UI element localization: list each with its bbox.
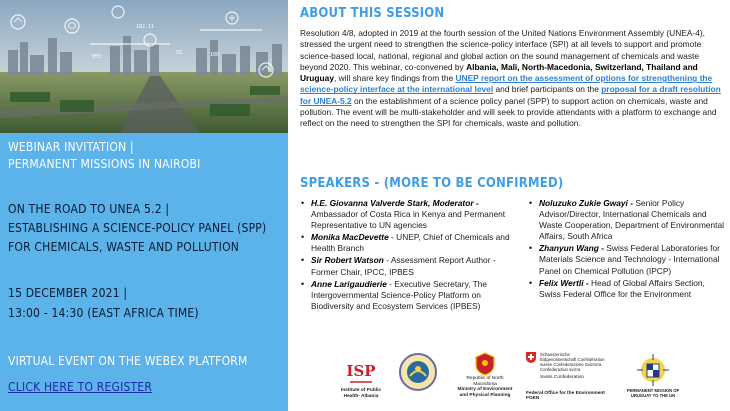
speaker-item: [300, 255, 510, 277]
speaker-name: Noluzuko Zukie Gwayi -: [539, 198, 633, 208]
draft-resolution-link[interactable]: proposal for a draft resolution for UNEA-5.2: [300, 84, 721, 106]
speaker-name: Sir Robert Watson: [311, 255, 384, 266]
event-title: [8, 200, 288, 257]
speaker-item: [300, 232, 510, 254]
speaker-role: Senior Policy Advisor/Director, International Chemicals and Waste Cooperation, Department of Environmental Affairs, South Africa: [539, 198, 724, 242]
speaker-item: [300, 279, 510, 312]
speaker-role: - Executive Secretary, The Intergovernmental Science-Policy Platform on Biodiversity and Ecosystem Services (IPBES): [311, 278, 488, 311]
speaker-name: Anne Larigaudierie: [311, 278, 387, 289]
macedonia-coat-of-arms-icon: [474, 352, 496, 376]
isp-albania-logo: [340, 352, 382, 410]
event-date: 15 DECEMBER 2021 |: [8, 286, 128, 300]
about-text-2: , will share key findings from the: [333, 73, 456, 84]
swiss-foen-logo: [526, 352, 616, 410]
speaker-name: Zhanyun Wang -: [539, 243, 604, 254]
hero-image-city-with-eco-icons: [0, 0, 288, 133]
speaker-role: - Assessment Report Author - Former Chair, IPCC, IPBES: [311, 255, 496, 277]
speaker-item: [528, 278, 728, 300]
speaker-item: [528, 198, 728, 242]
swiss-header: [526, 352, 606, 372]
about-text-4: on the establishment of a science policy panel (SPP) to support action on chemicals, waste and pollution. The event will be multi-stakeholder and will seek to provide attendants with a platform to exchange and reflect on the need to strengthen the SPI for chemicals, waste and pollution.: [300, 95, 717, 129]
hero-number-1: 182.11: [136, 24, 155, 30]
north-macedonia-ministry-logo: [456, 352, 514, 410]
hero-number-3: 55: [176, 50, 183, 56]
mali-seal-icon: [398, 352, 438, 392]
partner-logos-strip: [288, 352, 730, 411]
right-panel: [288, 0, 730, 411]
left-panel: [0, 0, 288, 411]
register-link[interactable]: CLICK HERE TO REGISTER: [8, 380, 153, 394]
speaker-name: H.E. Giovanna Valverde Stark, Moderator -: [311, 198, 479, 208]
title-line-1: ON THE ROAD TO UNEA 5.2 |: [8, 202, 170, 216]
mk-republic-text: Republic of North Macedonia: [466, 376, 504, 387]
uruguay-coat-of-arms-icon: [635, 352, 671, 388]
mk-ministry-caption: Ministry of Environment and Physical Planning: [457, 387, 513, 398]
co-convening-countries: Albania, Mali, North-Macedonia, Switzerland, Thailand and Uruguay: [300, 61, 698, 84]
about-session-heading: ABOUT THIS SESSION: [300, 6, 445, 21]
speakers-heading: SPEAKERS - (MORE TO BE CONFIRMED): [300, 176, 564, 191]
mali-emblem-logo: [396, 352, 440, 410]
uruguay-mission-logo: [622, 352, 684, 410]
about-session-text: [300, 28, 726, 130]
event-time: 13:00 - 14:30 (EAST AFRICA TIME): [8, 306, 199, 320]
title-line-2: ESTABLISHING A SCIENCE-POLICY PANEL (SPP): [8, 221, 267, 235]
invitation-line-1: WEBINAR INVITATION |: [8, 140, 134, 154]
title-line-3: FOR CHEMICALS, WASTE AND POLLUTION: [8, 240, 240, 254]
hero-number-4: 100: [210, 52, 220, 58]
webinar-invitation-heading: [8, 139, 286, 173]
isp-emblem-icon: [346, 352, 376, 388]
speaker-name: Monika MacDevette: [311, 232, 389, 243]
uruguay-caption: PERMANENT MISSION OF URUGUAY TO THE UN: [626, 388, 680, 398]
speaker-item: [300, 198, 510, 231]
speaker-name: Felix Wertli -: [539, 277, 589, 288]
speakers-list-left: [300, 198, 510, 313]
speaker-role: Swiss Federal Laboratories for Materials Science and Technology - International Panel on Chemical Pollution (IPCP): [539, 243, 720, 276]
isp-mark-text: ISP: [346, 362, 376, 380]
speaker-role: Head of Global Affairs Section, Swiss Federal Office for the Environment: [539, 277, 705, 299]
speaker-role: - UNEP, Chief of Chemicals and Health Branch: [311, 232, 510, 254]
hero-city-illustration: [0, 0, 288, 133]
speakers-list-right: [528, 198, 728, 301]
swiss-cross-shield-icon: [526, 352, 536, 363]
event-datetime: [8, 283, 288, 323]
isp-caption: Institute of Public Health- Albania: [340, 388, 382, 399]
about-text-1: Resolution 4/8, adopted in 2019 at the fourth session of the United Nations Environment Assembly (UNEA-4), stressed the urgent need to strengthen the science-policy interface (SPI) at all levels to support and promote science-based local, national, regional and global action on the sound management of chemicals and waste beyond 2020. This webinar, co-convened by: [300, 28, 706, 72]
swiss-confederation-en: Swiss Confederation: [540, 375, 584, 380]
about-text-3: and brief participants on the: [493, 84, 602, 95]
hero-number-2: 055: [92, 54, 102, 60]
unep-report-link[interactable]: UNEP report on the assessment of options for strengthening the science-policy interface at the international level: [300, 73, 713, 95]
swiss-confederation-names: Schweizerische Eidgenossenschaft Confédération suisse Confederazione Svizzera Confederaziun svizra: [540, 352, 605, 372]
virtual-event-note: VIRTUAL EVENT ON THE WEBEX PLATFORM: [8, 354, 248, 368]
invitation-line-2: PERMANENT MISSIONS IN NAIROBI: [8, 157, 201, 171]
speaker-item: [528, 243, 728, 276]
swiss-foen-caption: Federal Office for the Environment FOEN: [526, 390, 605, 402]
speaker-role: Ambassador of Costa Rica in Kenya and Permanent Representative to UN agencies: [311, 209, 506, 231]
